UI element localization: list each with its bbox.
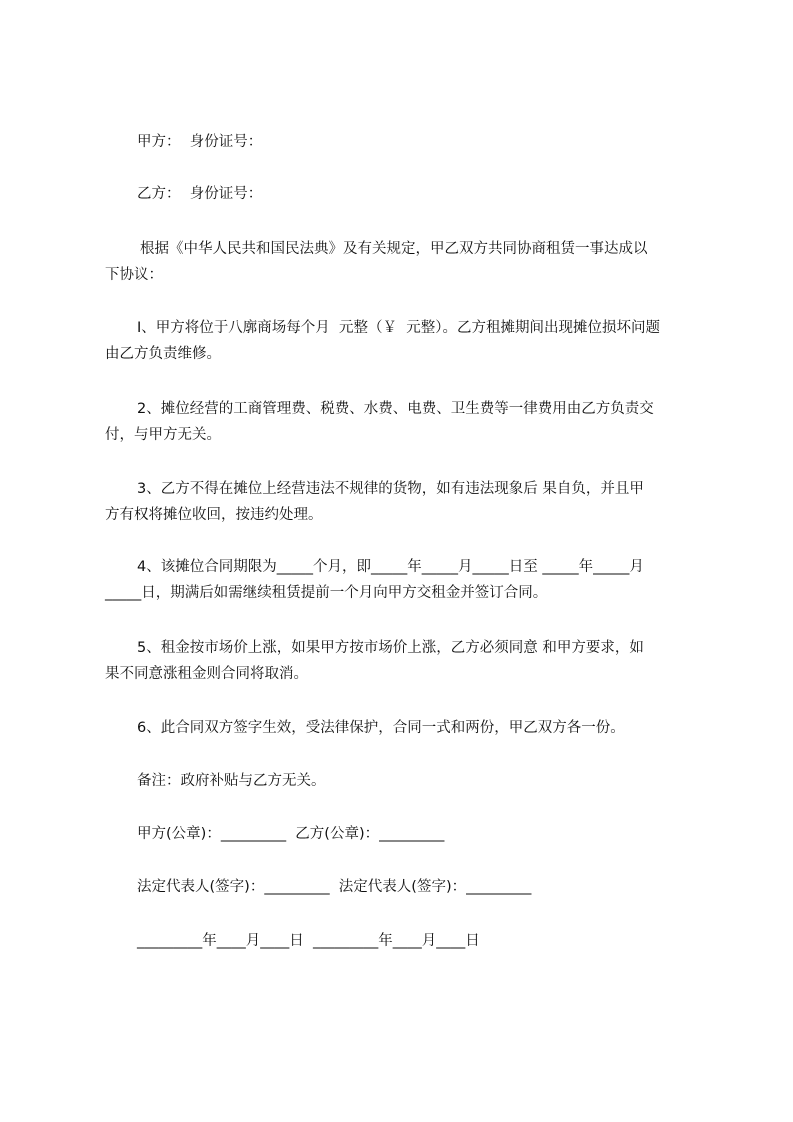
seal-signature-line: 甲方(公章)：_________ 乙方(公章)：_________	[137, 826, 445, 842]
clause-4-line-1: 4、该摊位合同期限为_____个月，即_____年_____月_____日至 _____年_____月	[137, 559, 644, 575]
clause-6-line-1: 6、此合同双方签字生效，受法律保护，合同一式和两份，甲乙双方各一份。	[137, 720, 625, 736]
clause-2-line-1: 2、摊位经营的工商管理费、税费、水费、电费、卫生费等一律费用由乙方负责交	[137, 401, 654, 417]
clause-3-line-2: 方有权将摊位收回，按违约处理。	[105, 507, 323, 523]
clause-5-line-1: 5、租金按市场价上涨，如果甲方按市场价上涨，乙方必须同意 和甲方要求，如	[137, 640, 644, 656]
clause-1-line-1: I、甲方将位于八廓商场每个月 元整（￥ 元整）。乙方租摊期间出现摊位损坏问题	[137, 320, 660, 336]
clause-2-line-2: 付，与甲方无关。	[105, 427, 221, 443]
date-signature-line: _________年____月____日 _________年____月____日	[137, 933, 480, 949]
clause-3-line-1: 3、乙方不得在摊位上经营违法不规律的货物，如有违法现象后 果自负，并且甲	[137, 481, 644, 497]
note-line: 备注：政府补贴与乙方无关。	[137, 773, 326, 789]
clause-5-line-2: 果不同意涨租金则合同将取消。	[105, 666, 308, 682]
representative-signature-line: 法定代表人(签字)：_________ 法定代表人(签字)：_________	[137, 879, 532, 895]
party-b-line: 乙方： 身份证号：	[137, 186, 263, 202]
intro-line-1: 根据《中华人民共和国民法典》及有关规定，甲乙双方共同协商租赁一事达成以	[140, 241, 648, 257]
clause-1-line-2: 由乙方负责维修。	[105, 346, 221, 362]
intro-line-2: 下协议：	[105, 267, 163, 283]
clause-4-line-2: _____日，期满后如需继续租赁提前一个月向甲方交租金并签订合同。	[105, 585, 548, 601]
party-a-line: 甲方： 身份证号：	[137, 134, 263, 150]
